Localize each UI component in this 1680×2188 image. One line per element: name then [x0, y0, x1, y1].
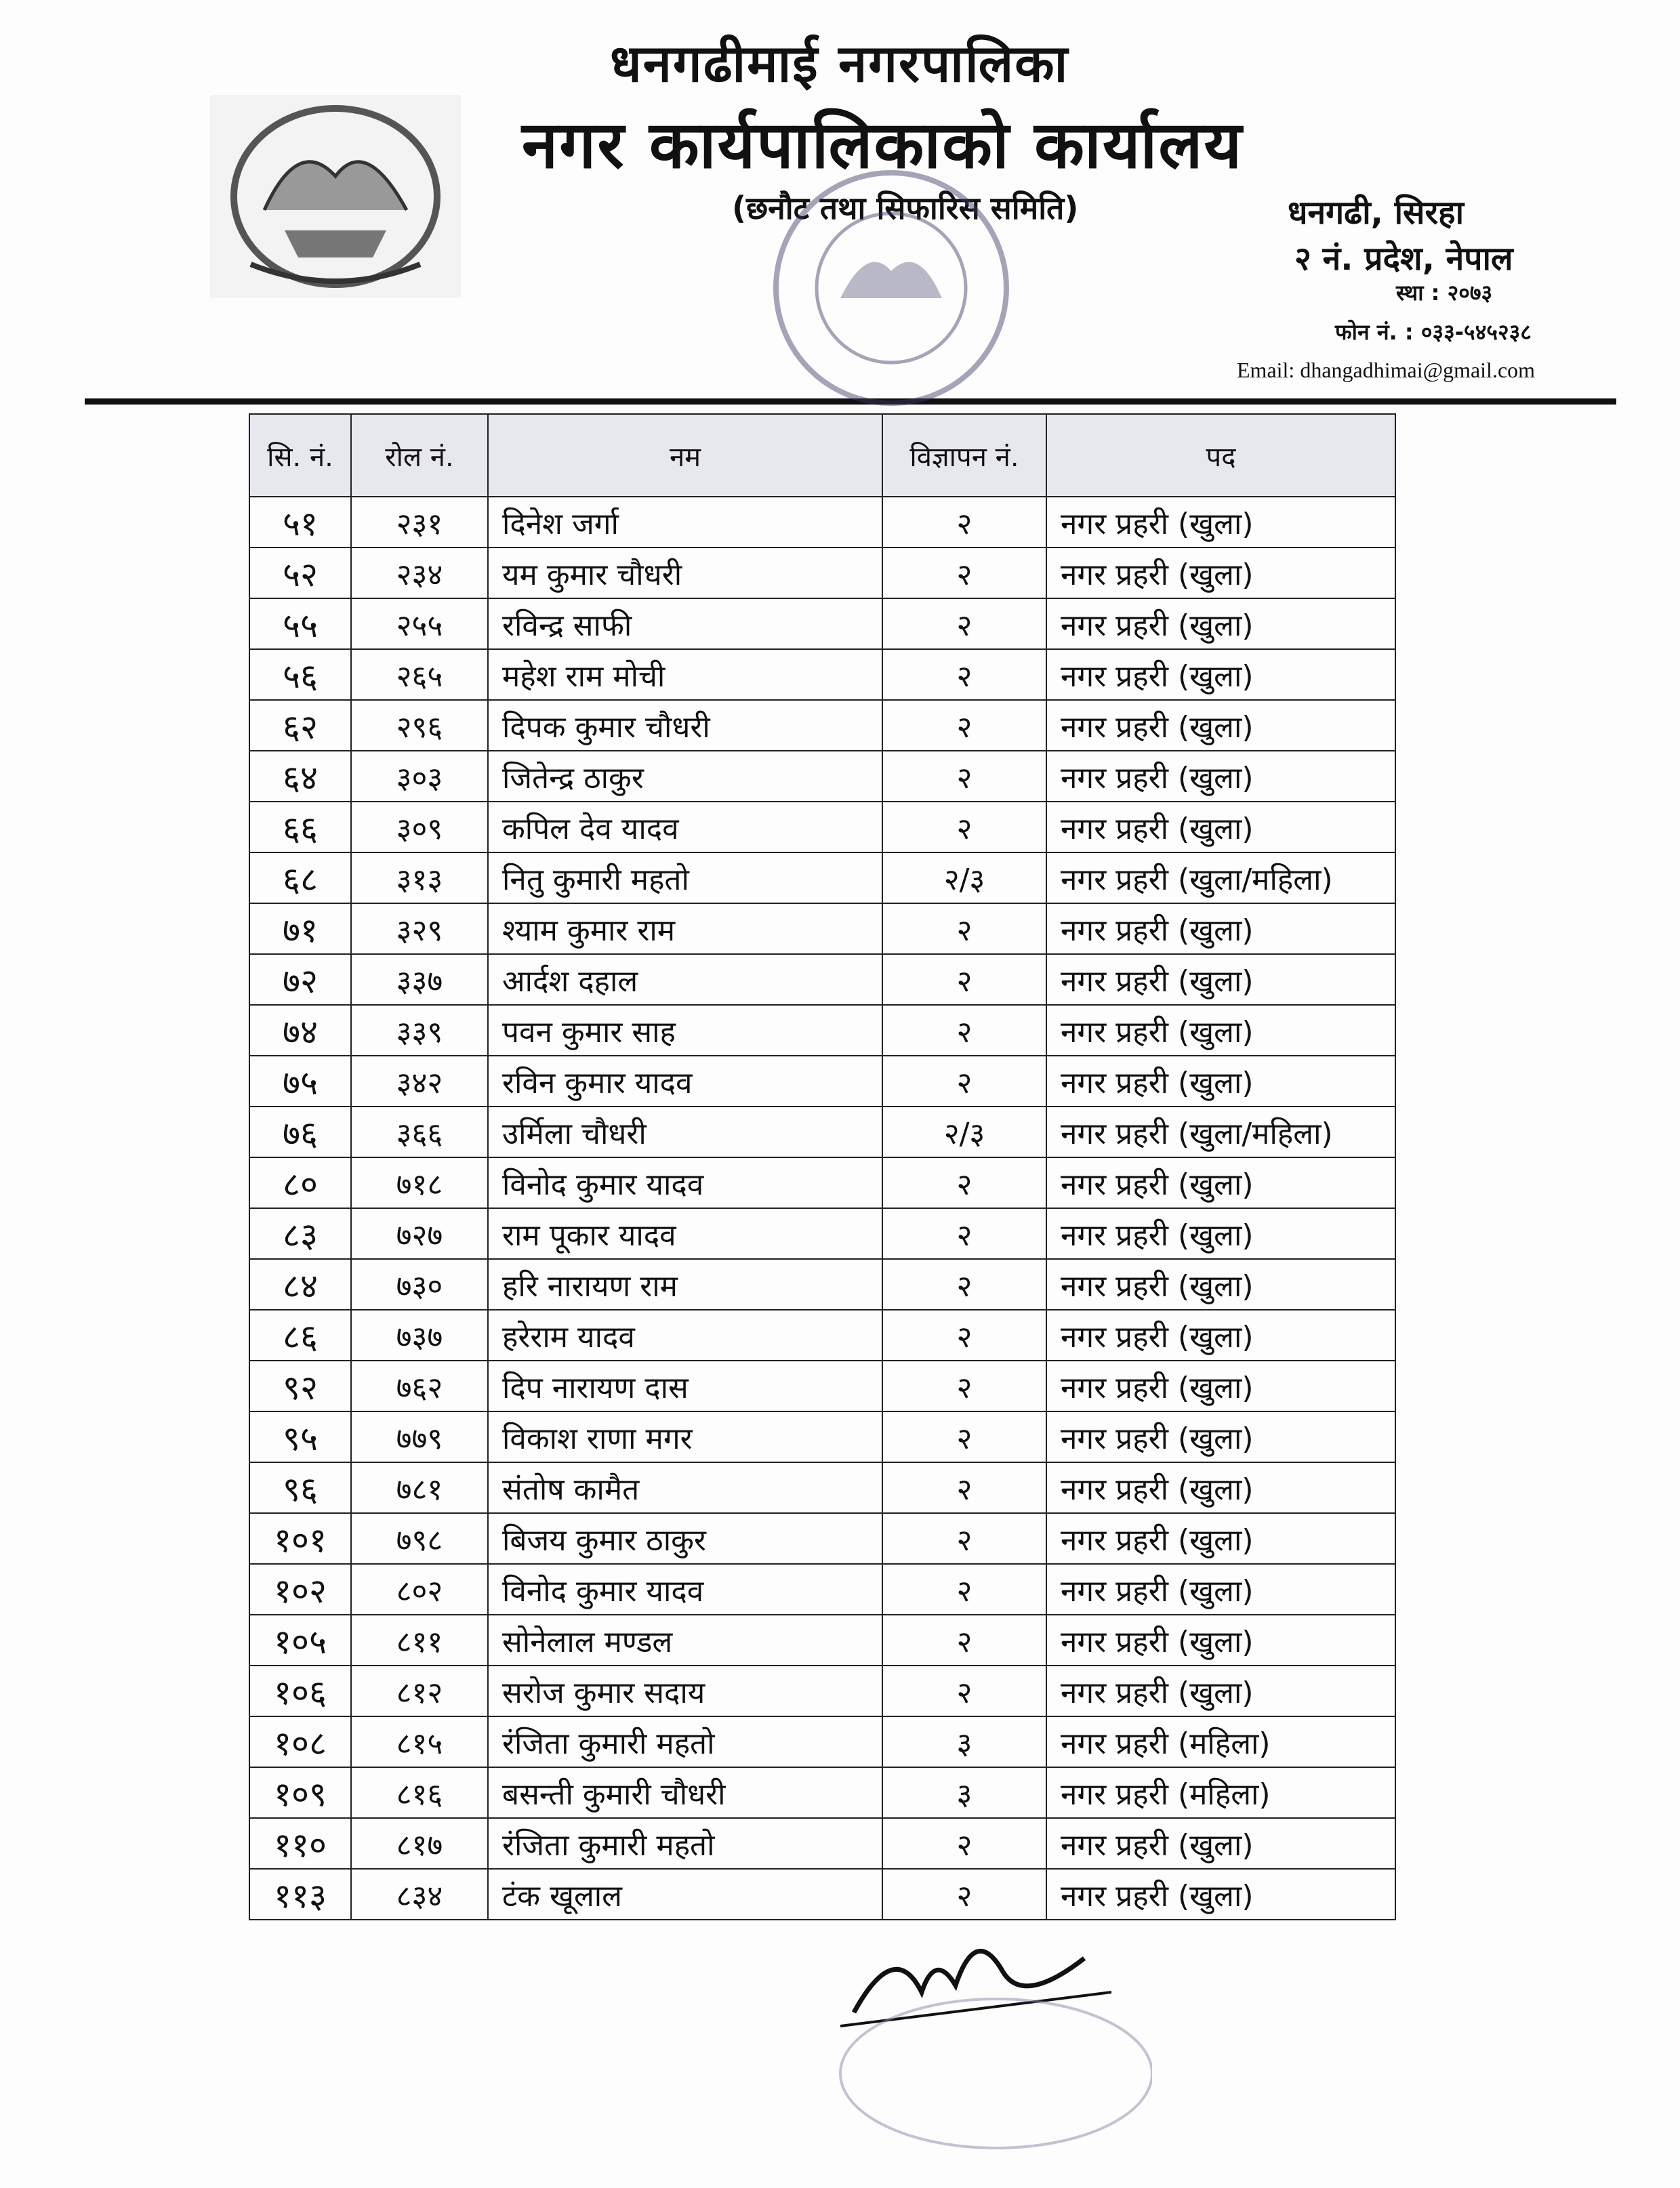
- ad-number-cell: २: [882, 1208, 1046, 1259]
- table-row: [249, 700, 1395, 751]
- ad-number-cell: २: [882, 649, 1046, 700]
- ad-number-cell: २: [882, 1361, 1046, 1411]
- serial-cell: ६२: [249, 700, 351, 751]
- table-row: [249, 1615, 1395, 1666]
- name-cell: रविन्द्र साफी: [488, 598, 882, 649]
- post-cell: नगर प्रहरी (खुला): [1046, 1513, 1395, 1564]
- serial-cell: ७४: [249, 1005, 351, 1056]
- post-cell: नगर प्रहरी (खुला): [1046, 954, 1395, 1005]
- ad-number-cell: २: [882, 1869, 1046, 1920]
- ad-number-cell: २: [882, 954, 1046, 1005]
- committee-subtitle: (छनौट तथा सिफारिस समिति): [732, 190, 1079, 226]
- col-header-ad-number: विज्ञापन नं.: [882, 414, 1046, 497]
- table-row: [249, 1666, 1395, 1716]
- post-cell: नगर प्रहरी (खुला): [1046, 1208, 1395, 1259]
- name-cell: यम कुमार चौधरी: [488, 548, 882, 598]
- post-cell: नगर प्रहरी (खुला): [1046, 700, 1395, 751]
- table-row: [249, 598, 1395, 649]
- table-row: [249, 1259, 1395, 1310]
- ad-number-cell: २: [882, 802, 1046, 852]
- table-row: [249, 903, 1395, 954]
- roll-cell: ३२९: [351, 903, 488, 954]
- name-cell: महेश राम मोची: [488, 649, 882, 700]
- ad-number-cell: २: [882, 497, 1046, 548]
- serial-cell: ५६: [249, 649, 351, 700]
- serial-cell: १०८: [249, 1716, 351, 1767]
- table-row: [249, 1767, 1395, 1818]
- post-cell: नगर प्रहरी (खुला): [1046, 548, 1395, 598]
- serial-cell: ६८: [249, 852, 351, 903]
- ad-number-cell: २: [882, 1157, 1046, 1208]
- post-cell: नगर प्रहरी (खुला): [1046, 497, 1395, 548]
- roll-cell: ७२७: [351, 1208, 488, 1259]
- col-header-roll: रोल नं.: [351, 414, 488, 497]
- name-cell: रविन कुमार यादव: [488, 1056, 882, 1107]
- email-address: Email: dhangadhimai@gmail.com: [1237, 358, 1536, 382]
- ad-number-cell: २: [882, 1462, 1046, 1513]
- serial-cell: ९५: [249, 1411, 351, 1462]
- roll-cell: ७१८: [351, 1157, 488, 1208]
- post-cell: नगर प्रहरी (खुला): [1046, 1818, 1395, 1869]
- ad-number-cell: २: [882, 1056, 1046, 1107]
- roll-cell: २३१: [351, 497, 488, 548]
- name-cell: श्याम कुमार राम: [488, 903, 882, 954]
- name-cell: सोनेलाल मण्डल: [488, 1615, 882, 1666]
- post-cell: नगर प्रहरी (खुला): [1046, 649, 1395, 700]
- serial-cell: ७६: [249, 1107, 351, 1157]
- government-emblem: [210, 95, 461, 298]
- serial-cell: ७५: [249, 1056, 351, 1107]
- address-line-2: २ नं. प्रदेश, नेपाल: [1294, 240, 1513, 278]
- roll-cell: ३४२: [351, 1056, 488, 1107]
- post-cell: नगर प्रहरी (खुला): [1046, 598, 1395, 649]
- table-row: [249, 1056, 1395, 1107]
- name-cell: हरेराम यादव: [488, 1310, 882, 1361]
- table-row: [249, 1716, 1395, 1767]
- table-row: [249, 497, 1395, 548]
- roll-cell: ८१७: [351, 1818, 488, 1869]
- roll-cell: ८१६: [351, 1767, 488, 1818]
- table-row: [249, 649, 1395, 700]
- name-cell: दिपक कुमार चौधरी: [488, 700, 882, 751]
- roll-cell: ७३०: [351, 1259, 488, 1310]
- serial-cell: ६६: [249, 802, 351, 852]
- col-header-serial: सि. नं.: [249, 414, 351, 497]
- name-cell: कपिल देव यादव: [488, 802, 882, 852]
- name-cell: विनोद कुमार यादव: [488, 1157, 882, 1208]
- phone-number: फोन नं. : ०३३-५४५२३८: [1335, 319, 1532, 345]
- post-cell: नगर प्रहरी (खुला): [1046, 1259, 1395, 1310]
- post-cell: नगर प्रहरी (खुला): [1046, 1869, 1395, 1920]
- table-row: [249, 1818, 1395, 1869]
- ad-number-cell: २: [882, 548, 1046, 598]
- table-row: [249, 1564, 1395, 1615]
- roll-cell: ८१२: [351, 1666, 488, 1716]
- ad-number-cell: २/३: [882, 852, 1046, 903]
- ad-number-cell: २: [882, 1259, 1046, 1310]
- table-row: [249, 1462, 1395, 1513]
- roll-cell: २६५: [351, 649, 488, 700]
- roll-cell: ३३७: [351, 954, 488, 1005]
- post-cell: नगर प्रहरी (खुला): [1046, 1361, 1395, 1411]
- roll-cell: ३०३: [351, 751, 488, 802]
- ad-number-cell: २: [882, 1513, 1046, 1564]
- serial-cell: १०२: [249, 1564, 351, 1615]
- municipality-name: धनगढीमाई नगरपालिका: [610, 33, 1069, 94]
- roll-cell: ८३४: [351, 1869, 488, 1920]
- ad-number-cell: २: [882, 1818, 1046, 1869]
- ad-number-cell: २: [882, 1615, 1046, 1666]
- ad-number-cell: २: [882, 700, 1046, 751]
- post-cell: नगर प्रहरी (खुला): [1046, 802, 1395, 852]
- serial-cell: ११३: [249, 1869, 351, 1920]
- post-cell: नगर प्रहरी (खुला): [1046, 1564, 1395, 1615]
- serial-cell: ८६: [249, 1310, 351, 1361]
- roll-cell: ७७९: [351, 1411, 488, 1462]
- ad-number-cell: २: [882, 1310, 1046, 1361]
- roll-cell: २३४: [351, 548, 488, 598]
- name-cell: बसन्ती कुमारी चौधरी: [488, 1767, 882, 1818]
- post-cell: नगर प्रहरी (खुला): [1046, 751, 1395, 802]
- roll-cell: ८११: [351, 1615, 488, 1666]
- post-cell: नगर प्रहरी (खुला): [1046, 1615, 1395, 1666]
- post-cell: नगर प्रहरी (खुला): [1046, 1157, 1395, 1208]
- table-row: [249, 1411, 1395, 1462]
- roll-cell: ७३७: [351, 1310, 488, 1361]
- col-header-name: नम: [488, 414, 882, 497]
- post-cell: नगर प्रहरी (खुला/महिला): [1046, 1107, 1395, 1157]
- name-cell: विकाश राणा मगर: [488, 1411, 882, 1462]
- table-row: [249, 852, 1395, 903]
- roll-cell: ७८१: [351, 1462, 488, 1513]
- post-cell: नगर प्रहरी (खुला): [1046, 1056, 1395, 1107]
- serial-cell: ५१: [249, 497, 351, 548]
- serial-cell: ८०: [249, 1157, 351, 1208]
- roll-cell: २५५: [351, 598, 488, 649]
- name-cell: उर्मिला चौधरी: [488, 1107, 882, 1157]
- ad-number-cell: २: [882, 1005, 1046, 1056]
- name-cell: टंक खूलाल: [488, 1869, 882, 1920]
- serial-cell: ११०: [249, 1818, 351, 1869]
- roll-cell: ३१३: [351, 852, 488, 903]
- serial-cell: ५५: [249, 598, 351, 649]
- name-cell: राम पूकार यादव: [488, 1208, 882, 1259]
- name-cell: नितु कुमारी महतो: [488, 852, 882, 903]
- table-header-row: [249, 414, 1395, 497]
- table-row: [249, 1107, 1395, 1157]
- ad-number-cell: २: [882, 751, 1046, 802]
- post-cell: नगर प्रहरी (खुला): [1046, 1005, 1395, 1056]
- table-row: [249, 1157, 1395, 1208]
- roll-cell: ७९८: [351, 1513, 488, 1564]
- table-row: [249, 802, 1395, 852]
- post-cell: नगर प्रहरी (खुला): [1046, 1462, 1395, 1513]
- name-cell: विनोद कुमार यादव: [488, 1564, 882, 1615]
- ad-number-cell: ३: [882, 1716, 1046, 1767]
- roll-cell: ७६२: [351, 1361, 488, 1411]
- post-cell: नगर प्रहरी (खुला/महिला): [1046, 852, 1395, 903]
- serial-cell: १०१: [249, 1513, 351, 1564]
- name-cell: रंजिता कुमारी महतो: [488, 1818, 882, 1869]
- ad-number-cell: २: [882, 1666, 1046, 1716]
- serial-cell: ८४: [249, 1259, 351, 1310]
- office-title: नगर कार्यपालिकाको कार्यालय: [522, 107, 1244, 183]
- serial-cell: ९२: [249, 1361, 351, 1411]
- table-row: [249, 1310, 1395, 1361]
- serial-cell: ९६: [249, 1462, 351, 1513]
- table-row: [249, 548, 1395, 598]
- ad-number-cell: २: [882, 598, 1046, 649]
- roll-cell: २९६: [351, 700, 488, 751]
- table-row: [249, 1208, 1395, 1259]
- post-cell: नगर प्रहरी (महिला): [1046, 1767, 1395, 1818]
- name-cell: हरि नारायण राम: [488, 1259, 882, 1310]
- post-cell: नगर प्रहरी (खुला): [1046, 1310, 1395, 1361]
- official-stamp: [759, 163, 1023, 413]
- roll-cell: ८१५: [351, 1716, 488, 1767]
- name-cell: जितेन्द्र ठाकुर: [488, 751, 882, 802]
- ad-number-cell: ३: [882, 1767, 1046, 1818]
- ad-number-cell: २: [882, 1564, 1046, 1615]
- table-row: [249, 1361, 1395, 1411]
- address-line-1: धनगढी, सिरहा: [1288, 194, 1464, 232]
- table-row: [249, 1005, 1395, 1056]
- serial-cell: ७२: [249, 954, 351, 1005]
- serial-cell: १०५: [249, 1615, 351, 1666]
- roll-cell: ८०२: [351, 1564, 488, 1615]
- ad-number-cell: २: [882, 903, 1046, 954]
- name-cell: बिजय कुमार ठाकुर: [488, 1513, 882, 1564]
- serial-cell: ८३: [249, 1208, 351, 1259]
- table-row: [249, 751, 1395, 802]
- ad-number-cell: २: [882, 1411, 1046, 1462]
- name-cell: सरोज कुमार सदाय: [488, 1666, 882, 1716]
- name-cell: आर्दश दहाल: [488, 954, 882, 1005]
- signature-stamp: [800, 1911, 1152, 2155]
- table-row: [249, 954, 1395, 1005]
- results-table: [249, 413, 1396, 1920]
- table-row: [249, 1513, 1395, 1564]
- name-cell: पवन कुमार साह: [488, 1005, 882, 1056]
- serial-cell: ६४: [249, 751, 351, 802]
- established-year: स्था : २०७३: [1396, 280, 1493, 306]
- col-header-post: पद: [1046, 414, 1395, 497]
- post-cell: नगर प्रहरी (खुला): [1046, 903, 1395, 954]
- serial-cell: ७१: [249, 903, 351, 954]
- serial-cell: ५२: [249, 548, 351, 598]
- roll-cell: ३०९: [351, 802, 488, 852]
- name-cell: दिप नारायण दास: [488, 1361, 882, 1411]
- name-cell: रंजिता कुमारी महतो: [488, 1716, 882, 1767]
- post-cell: नगर प्रहरी (खुला): [1046, 1411, 1395, 1462]
- name-cell: दिनेश जर्गा: [488, 497, 882, 548]
- serial-cell: १०९: [249, 1767, 351, 1818]
- roll-cell: ३६६: [351, 1107, 488, 1157]
- name-cell: संतोष कामैत: [488, 1462, 882, 1513]
- roll-cell: ३३९: [351, 1005, 488, 1056]
- serial-cell: १०६: [249, 1666, 351, 1716]
- ad-number-cell: २/३: [882, 1107, 1046, 1157]
- post-cell: नगर प्रहरी (खुला): [1046, 1666, 1395, 1716]
- post-cell: नगर प्रहरी (महिला): [1046, 1716, 1395, 1767]
